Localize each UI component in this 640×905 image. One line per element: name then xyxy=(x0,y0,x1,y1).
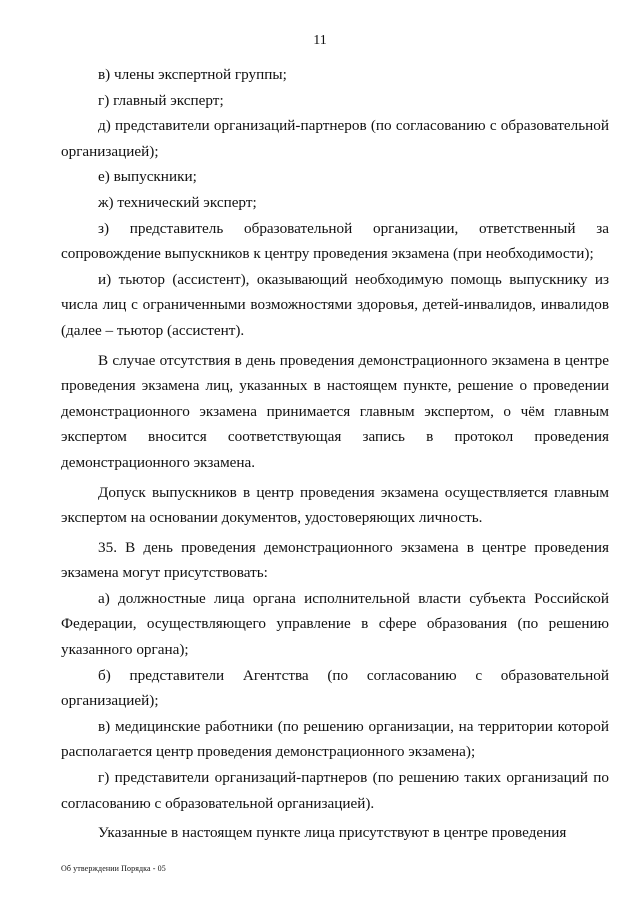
paragraph-absence-case: В случае отсутствия в день проведения демонстрационного экзамена в центре проведения экзамена лиц, указанных в настоящем пункте, решение о проведении демонстрационного экзамена принимается главным экспертом, о чём главным экспертом вносится соответствующая запись в протокол проведения демонстрационного экзамена. xyxy=(61,351,609,471)
list-item-v2: в) медицинские работники (по решению организации, на территории которой располагается центр проведения демонстрационного экзамена); xyxy=(61,717,609,761)
paragraph-admission: Допуск выпускников в центр проведения экзамена осуществляется главным экспертом на основании документов, удостоверяющих личность. xyxy=(61,483,609,527)
list-item-g: г) главный эксперт; xyxy=(98,91,224,109)
paragraph-clause-35: 35. В день проведения демонстрационного экзамена в центре проведения экзамена могут присутствовать: xyxy=(61,538,609,582)
list-item-g2: г) представители организаций-партнеров (по решению таких организаций по согласованию с образовательной организацией). xyxy=(61,769,609,812)
page-number: 11 xyxy=(313,33,327,48)
list-item-i: и) тьютор (ассистент), оказывающий необходимую помощь выпускнику из числа лиц с ограниченными возможностями здоровья, детей-инвалидов, инвалидов (далее – тьютор (ассистент). xyxy=(61,270,609,339)
document-body xyxy=(61,62,609,846)
list-item-b: б) представители Агентства (по согласованию с образовательной организацией); xyxy=(61,666,609,710)
list-item-e: е) выпускники; xyxy=(98,168,197,186)
paragraph-persons-present: Указанные в настоящем пункте лица присутствуют в центре проведения xyxy=(98,824,567,842)
list-item-zh: ж) технический эксперт; xyxy=(98,193,257,211)
footer-note: Об утверждении Порядка - 05 xyxy=(61,864,166,873)
list-item-z: з) представитель образовательной организации, ответственный за сопровождение выпускников к центру проведения экзамена (при необходимости); xyxy=(61,219,609,263)
list-item-a: а) должностные лица органа исполнительной власти субъекта Российской Федерации, осуществляющего управление в сфере образования (по решению указанного органа); xyxy=(61,589,609,659)
list-item-v: в) члены экспертной группы; xyxy=(98,66,287,83)
list-item-d: д) представители организаций-партнеров (по согласованию с образовательной организацией); xyxy=(61,117,609,160)
